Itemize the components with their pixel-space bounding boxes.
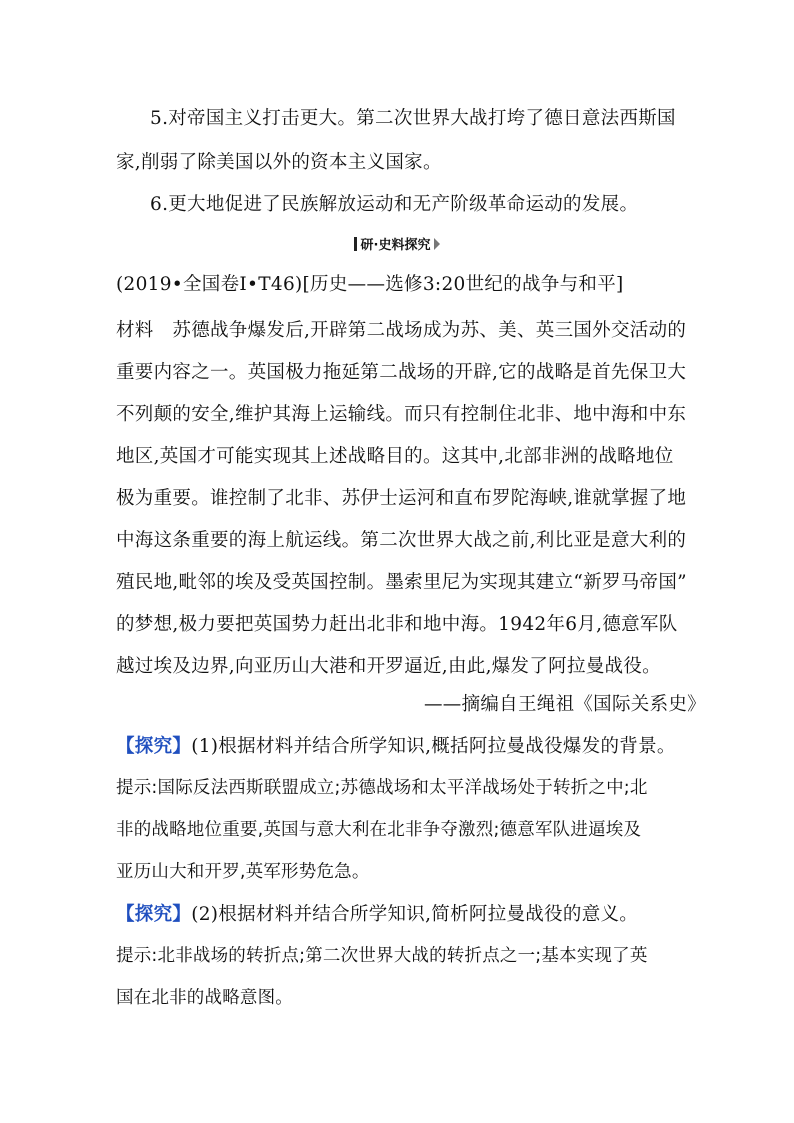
question-2-hint-line-1: 提示:北非战场的转折点;第二次世界大战的转折点之一;基本实现了英 bbox=[116, 946, 648, 966]
material-citation: ——摘编自王绳祖《国际关系史》 bbox=[423, 694, 706, 715]
question-1-text: (1)根据材料并结合所学知识,概括阿拉曼战役爆发的背景。 bbox=[191, 736, 676, 757]
question-2-tag: 【探究】 bbox=[116, 904, 192, 925]
intro-point-5-line-1: 5.对帝国主义打击更大。第二次世界大战打垮了德日意法西斯国 bbox=[150, 108, 676, 129]
material-line-3: 不列颠的安全,维护其海上运输线。而只有控制住北非、地中海和中东 bbox=[116, 404, 687, 425]
material-line-4: 地区,英国才可能实现其上述战略目的。这其中,北部非洲的战略地位 bbox=[116, 446, 674, 467]
section-bar-icon bbox=[354, 237, 357, 251]
material-line-9: 越过埃及边界,向亚历山大港和开罗逼近,由此,爆发了阿拉曼战役。 bbox=[116, 656, 661, 677]
question-1-tag: 【探究】 bbox=[116, 736, 192, 757]
question-1-hint-line-2: 非的战略地位重要,英国与意大利在北非争夺激烈;德意军队进逼埃及 bbox=[116, 820, 642, 840]
material-line-5: 极为重要。谁控制了北非、苏伊士运河和直布罗陀海峡,谁就掌握了地 bbox=[116, 488, 687, 509]
material-line-2: 重要内容之一。英国极力拖延第二战场的开辟,它的战略是首先保卫大 bbox=[116, 362, 687, 383]
intro-point-6: 6.更大地促进了民族解放运动和无产阶级革命运动的发展。 bbox=[150, 194, 639, 215]
question-1-hint-line-3: 亚历山大和开罗,英军形势危急。 bbox=[116, 862, 370, 882]
question-1 bbox=[116, 732, 676, 758]
section-triangle-icon bbox=[434, 238, 440, 250]
material-line-8: 的梦想,极力要把英国势力赶出北非和地中海。1942年6月,德意军队 bbox=[116, 614, 678, 635]
material-line-1: 材料 苏德战争爆发后,开辟第二战场成为苏、美、英三国外交活动的 bbox=[116, 320, 687, 341]
question-2-text: (2)根据材料并结合所学知识,简析阿拉曼战役的意义。 bbox=[191, 904, 639, 925]
question-2-hint-line-2: 国在北非的战略意图。 bbox=[116, 988, 293, 1008]
question-1-hint-line-1: 提示:国际反法西斯联盟成立;苏德战场和太平洋战场处于转折之中;北 bbox=[116, 778, 648, 798]
intro-point-5-line-2: 家,削弱了除美国以外的资本主义国家。 bbox=[116, 152, 442, 173]
question-2 bbox=[116, 900, 638, 926]
section-heading bbox=[0, 234, 794, 255]
material-line-6: 中海这条重要的海上航运线。第二次世界大战之前,利比亚是意大利的 bbox=[116, 530, 687, 551]
material-line-7: 殖民地,毗邻的埃及受英国控制。墨索里尼为实现其建立“新罗马帝国” bbox=[116, 572, 687, 593]
section-title: 研·史料探究 bbox=[360, 238, 431, 253]
exam-source: (2019•全国卷Ⅰ•T46)[历史——选修3:20世纪的战争与和平] bbox=[116, 274, 624, 295]
